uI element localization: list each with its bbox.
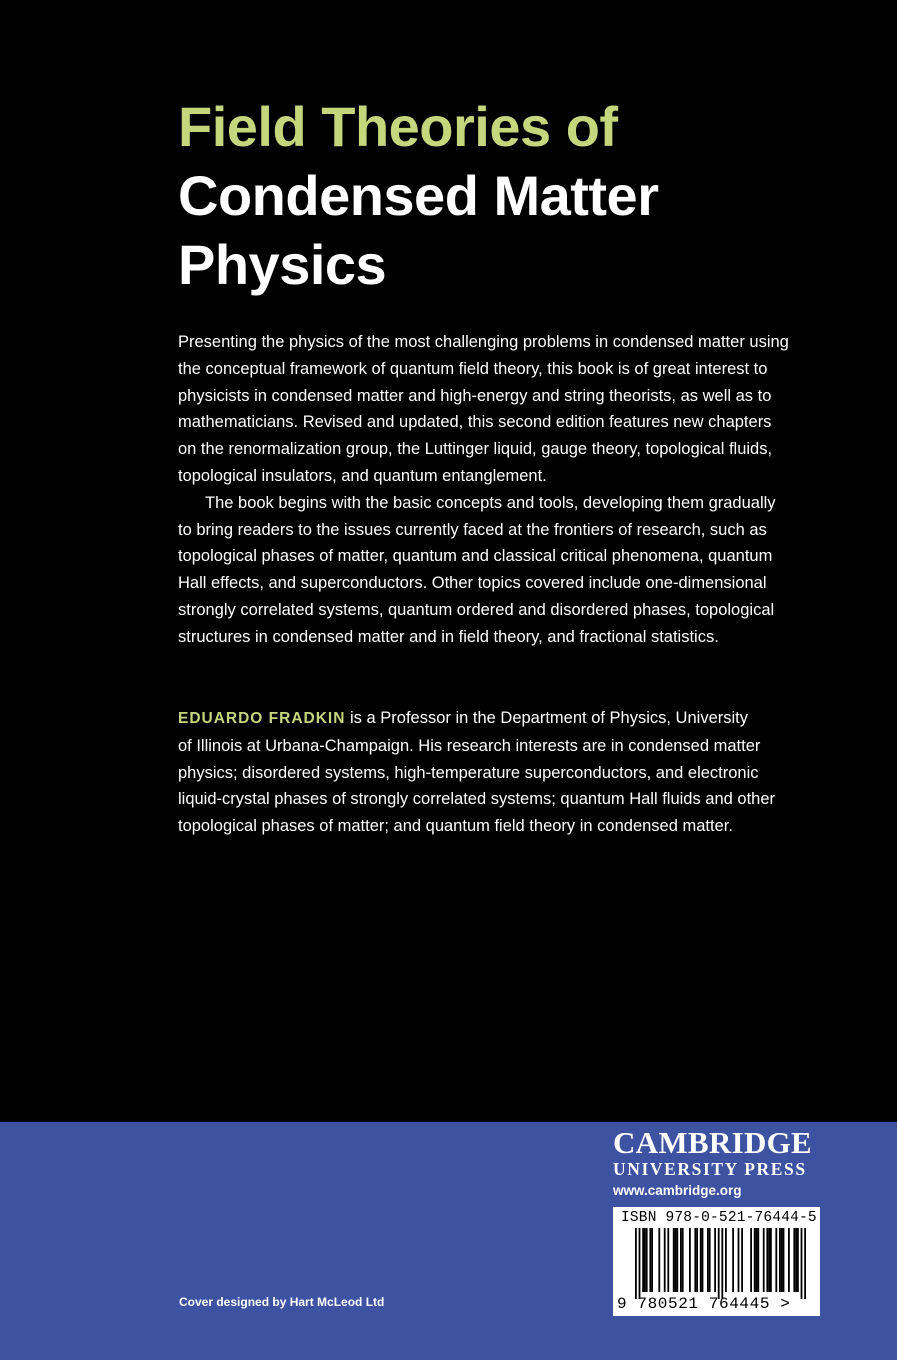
text-line: physicists in condensed matter and high-energy and string theorists, as well as to (178, 386, 772, 405)
barcode-bar (763, 1228, 765, 1292)
barcode-bar (781, 1228, 783, 1292)
barcode-bar (664, 1228, 666, 1292)
barcode-bar (795, 1228, 797, 1292)
text-line: the conceptual framework of quantum field theory, this book is of great interest to (178, 359, 768, 378)
barcode-bar (676, 1228, 678, 1292)
text-line: topological phases of matter; and quantum field theory in condensed matter. (178, 817, 733, 836)
barcode-bar (689, 1228, 691, 1292)
barcode-bar (801, 1228, 803, 1299)
barcode-bar (738, 1228, 740, 1292)
barcode-bar (709, 1228, 711, 1292)
text-line: on the renormalization group, the Luttinger liquid, gauge theory, topological fluids, (178, 440, 773, 459)
barcode-bar (644, 1228, 646, 1292)
text-line: topological phases of matter, quantum and classical critical phenomena, quantum (178, 547, 773, 566)
author-bio (178, 705, 798, 840)
barcode-bar (682, 1228, 684, 1292)
barcode-bar (635, 1228, 637, 1299)
title-line-2: Condensed Matter (178, 164, 659, 227)
barcode-digits: 9 780521 764445 > (617, 1295, 791, 1313)
barcode-panel (613, 1207, 820, 1316)
text-line: of Illinois at Urbana-Champaign. His research interests are in condensed matter (178, 736, 761, 755)
barcode-bar (649, 1228, 651, 1292)
author-bio-paragraph (178, 705, 798, 840)
text-line: mathematicians. Revised and updated, this second edition features new chapters (178, 413, 772, 432)
barcode-bar (700, 1228, 702, 1292)
publisher-subtitle: UNIVERSITY PRESS (613, 1159, 807, 1179)
publisher-url: www.cambridge.org (613, 1183, 742, 1198)
barcode-bar (667, 1228, 669, 1292)
book-description (178, 329, 798, 651)
text-line: topological insulators, and quantum entanglement. (178, 466, 547, 485)
cover-credit: Cover designed by Hart McLeod Ltd (179, 1295, 385, 1309)
barcode-bar (702, 1228, 704, 1292)
text-line: to bring readers to the issues currently faced at the frontiers of research, such as (178, 520, 767, 539)
barcode-bar (673, 1228, 675, 1292)
barcode-bar (651, 1228, 653, 1292)
title-line-3: Physics (178, 233, 387, 296)
publisher-logo (613, 1127, 823, 1200)
description-paragraph-2 (178, 490, 798, 651)
barcode-bar (804, 1228, 806, 1299)
text-line: strongly correlated systems, quantum ordered and disordered phases, topological (178, 600, 775, 619)
barcode-bar (766, 1228, 768, 1292)
barcode-bar (793, 1228, 795, 1292)
text-line: physics; disordered systems, high-temperature superconductors, and electronic (178, 763, 759, 782)
barcode-bar (756, 1228, 758, 1292)
author-name: EDUARDO FRADKIN (178, 710, 346, 727)
description-paragraph-1 (178, 329, 798, 490)
barcode-bar (675, 1228, 677, 1292)
text-line: The book begins with the basic concepts and tools, developing them gradually (205, 493, 776, 512)
bio-first-line: is a Professor in the Department of Physics, University (345, 709, 748, 727)
barcode-bar (732, 1228, 734, 1292)
barcode-bar (714, 1228, 716, 1292)
barcode-bar (721, 1228, 723, 1299)
barcode-bar (750, 1228, 752, 1292)
barcode-bar (788, 1228, 790, 1292)
text-line: structures in condensed matter and in field theory, and fractional statistics. (178, 627, 719, 646)
isbn-label: ISBN 978-0-521-76444-5 (621, 1210, 817, 1226)
barcode-bar (680, 1228, 682, 1292)
barcode-bar (718, 1228, 720, 1299)
text-line: liquid-crystal phases of strongly correlated systems; quantum Hall fluids and other (178, 790, 776, 809)
barcode-bar (642, 1228, 644, 1292)
barcode-bar (658, 1228, 660, 1292)
barcode-bar (707, 1228, 709, 1292)
barcode-bar (694, 1228, 696, 1292)
barcode-bar (783, 1228, 785, 1292)
publisher-name: CAMBRIDGE (613, 1125, 813, 1160)
barcode-bar (797, 1228, 799, 1292)
text-line: Hall effects, and superconductors. Other topics covered include one-dimensional (178, 574, 767, 593)
book-title (178, 92, 818, 299)
text-line: Presenting the physics of the most challenging problems in condensed matter using (178, 333, 789, 351)
barcode-bar (779, 1228, 781, 1292)
text-line (178, 705, 798, 733)
barcode-bar (768, 1228, 770, 1292)
barcode-bar (646, 1228, 648, 1292)
barcode-bar (757, 1228, 759, 1292)
barcode-bar (775, 1228, 777, 1292)
barcode-bar (754, 1228, 756, 1292)
title-line-1: Field Theories of (178, 95, 618, 158)
barcode-bar (770, 1228, 772, 1292)
barcode-bar (696, 1228, 698, 1292)
barcode-bar (741, 1228, 743, 1292)
barcode-bar (639, 1228, 641, 1299)
barcode-bar (725, 1228, 727, 1292)
